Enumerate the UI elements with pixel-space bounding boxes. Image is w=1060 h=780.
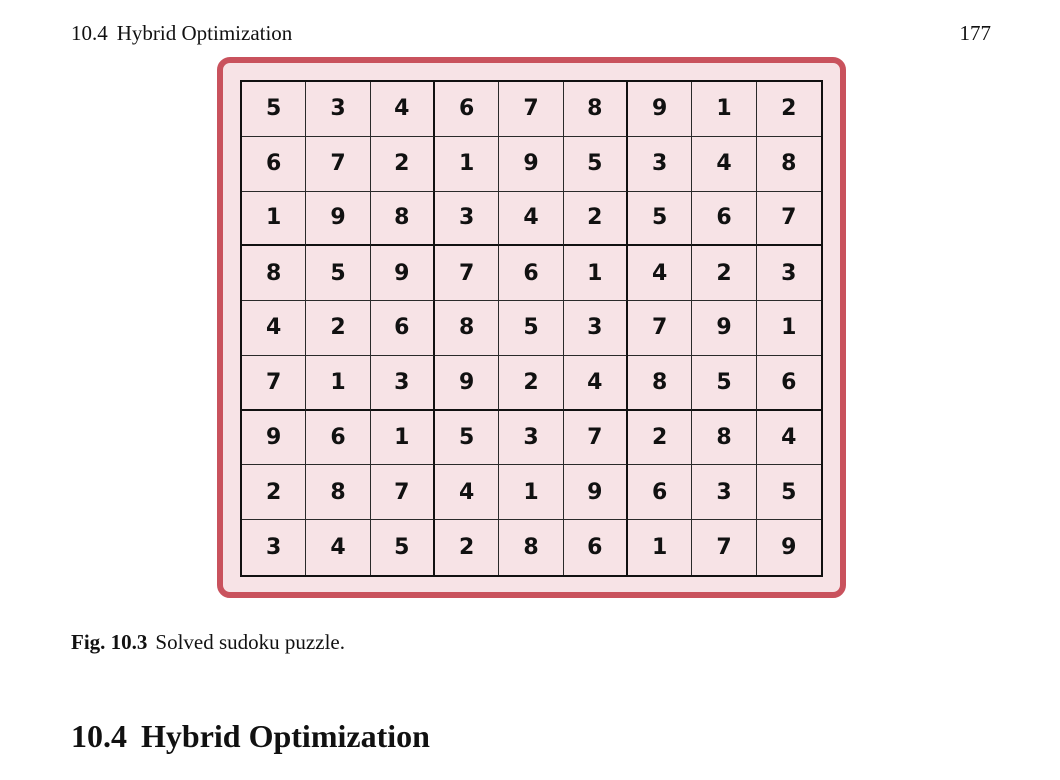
sudoku-cell: 1 <box>692 82 756 137</box>
sudoku-cell: 2 <box>242 465 306 520</box>
sudoku-cell: 5 <box>499 301 563 356</box>
sudoku-cell: 6 <box>242 137 306 192</box>
sudoku-cell: 2 <box>499 356 563 411</box>
sudoku-cell: 5 <box>757 465 821 520</box>
sudoku-cell: 3 <box>306 82 370 137</box>
sudoku-cell: 7 <box>564 411 628 466</box>
sudoku-cell: 4 <box>306 520 370 575</box>
sudoku-cell: 6 <box>306 411 370 466</box>
sudoku-cell: 8 <box>757 137 821 192</box>
sudoku-cell: 8 <box>242 246 306 301</box>
sudoku-cell: 2 <box>435 520 499 575</box>
sudoku-cell: 6 <box>628 465 692 520</box>
sudoku-cell: 9 <box>692 301 756 356</box>
sudoku-cell: 2 <box>371 137 435 192</box>
sudoku-cell: 4 <box>757 411 821 466</box>
sudoku-cell: 3 <box>242 520 306 575</box>
sudoku-cell: 1 <box>242 192 306 247</box>
sudoku-cell: 3 <box>628 137 692 192</box>
sudoku-cell: 7 <box>242 356 306 411</box>
sudoku-cell: 5 <box>564 137 628 192</box>
sudoku-cell: 4 <box>628 246 692 301</box>
sudoku-cell: 6 <box>564 520 628 575</box>
sudoku-cell: 9 <box>499 137 563 192</box>
sudoku-cell: 5 <box>628 192 692 247</box>
sudoku-cell: 1 <box>499 465 563 520</box>
sudoku-cell: 9 <box>628 82 692 137</box>
sudoku-cell: 5 <box>306 246 370 301</box>
sudoku-cell: 8 <box>435 301 499 356</box>
sudoku-cell: 8 <box>564 82 628 137</box>
sudoku-cell: 9 <box>781 535 797 561</box>
running-header-section <box>71 20 292 46</box>
sudoku-cell: 2 <box>628 411 692 466</box>
sudoku-cell: 8 <box>628 356 692 411</box>
page-number: 177 <box>959 21 991 45</box>
figure-caption <box>71 629 345 655</box>
sudoku-cell: 9 <box>564 465 628 520</box>
sudoku-cell: 5 <box>692 356 756 411</box>
sudoku-cell: 5 <box>371 520 435 575</box>
sudoku-cell: 4 <box>692 137 756 192</box>
sudoku-cell: 7 <box>692 520 756 575</box>
sudoku-cell: 6 <box>757 356 821 411</box>
sudoku-cell: 6 <box>371 301 435 356</box>
sudoku-cell: 4 <box>499 192 563 247</box>
sudoku-cell: 3 <box>757 246 821 301</box>
sudoku-cell: 3 <box>371 356 435 411</box>
sudoku-cell: 6 <box>499 246 563 301</box>
sudoku-cell: 8 <box>499 520 563 575</box>
sudoku-cell: 9 <box>306 192 370 247</box>
sudoku-cell: 1 <box>435 137 499 192</box>
section-heading-title: Hybrid Optimization <box>141 718 430 754</box>
sudoku-cell: 5 <box>242 82 306 137</box>
sudoku-cell: 2 <box>564 192 628 247</box>
sudoku-cell: 2 <box>757 82 821 137</box>
sudoku-cell: 8 <box>692 411 756 466</box>
sudoku-cell: 4 <box>435 465 499 520</box>
sudoku-cell: 2 <box>306 301 370 356</box>
sudoku-cell: 1 <box>564 246 628 301</box>
sudoku-cell: 5 <box>435 411 499 466</box>
sudoku-cell: 7 <box>757 192 821 247</box>
sudoku-cell: 3 <box>692 465 756 520</box>
sudoku-grid <box>240 80 823 577</box>
sudoku-cell: 6 <box>435 82 499 137</box>
section-heading-number: 10.4 <box>71 718 127 754</box>
sudoku-cell: 3 <box>564 301 628 356</box>
sudoku-cell: 7 <box>306 137 370 192</box>
sudoku-cell: 7 <box>499 82 563 137</box>
sudoku-cell: 3 <box>499 411 563 466</box>
sudoku-cell: 7 <box>371 465 435 520</box>
sudoku-cell: 1 <box>757 301 821 356</box>
sudoku-cell: 4 <box>242 301 306 356</box>
sudoku-cell: 8 <box>371 192 435 247</box>
sudoku-cell: 7 <box>435 246 499 301</box>
sudoku-cell: 7 <box>628 301 692 356</box>
section-heading <box>71 715 430 757</box>
running-header-section-number: 10.4 <box>71 21 108 45</box>
figure-caption-text: Solved sudoku puzzle. <box>155 630 345 654</box>
sudoku-cell: 4 <box>371 82 435 137</box>
sudoku-cell: 3 <box>435 192 499 247</box>
sudoku-cell: 2 <box>692 246 756 301</box>
sudoku-cell: 9 <box>242 411 306 466</box>
running-header-section-title: Hybrid Optimization <box>116 21 293 45</box>
sudoku-cell: 1 <box>306 356 370 411</box>
sudoku-cell: 6 <box>692 192 756 247</box>
sudoku-cell: 4 <box>564 356 628 411</box>
sudoku-cell: 1 <box>371 411 435 466</box>
sudoku-cell: 9 <box>371 246 435 301</box>
sudoku-cell: 8 <box>306 465 370 520</box>
figure-caption-label: Fig. 10.3 <box>71 630 148 654</box>
sudoku-cell: 9 <box>435 356 499 411</box>
running-header <box>71 20 991 46</box>
sudoku-cell: 1 <box>628 520 692 575</box>
